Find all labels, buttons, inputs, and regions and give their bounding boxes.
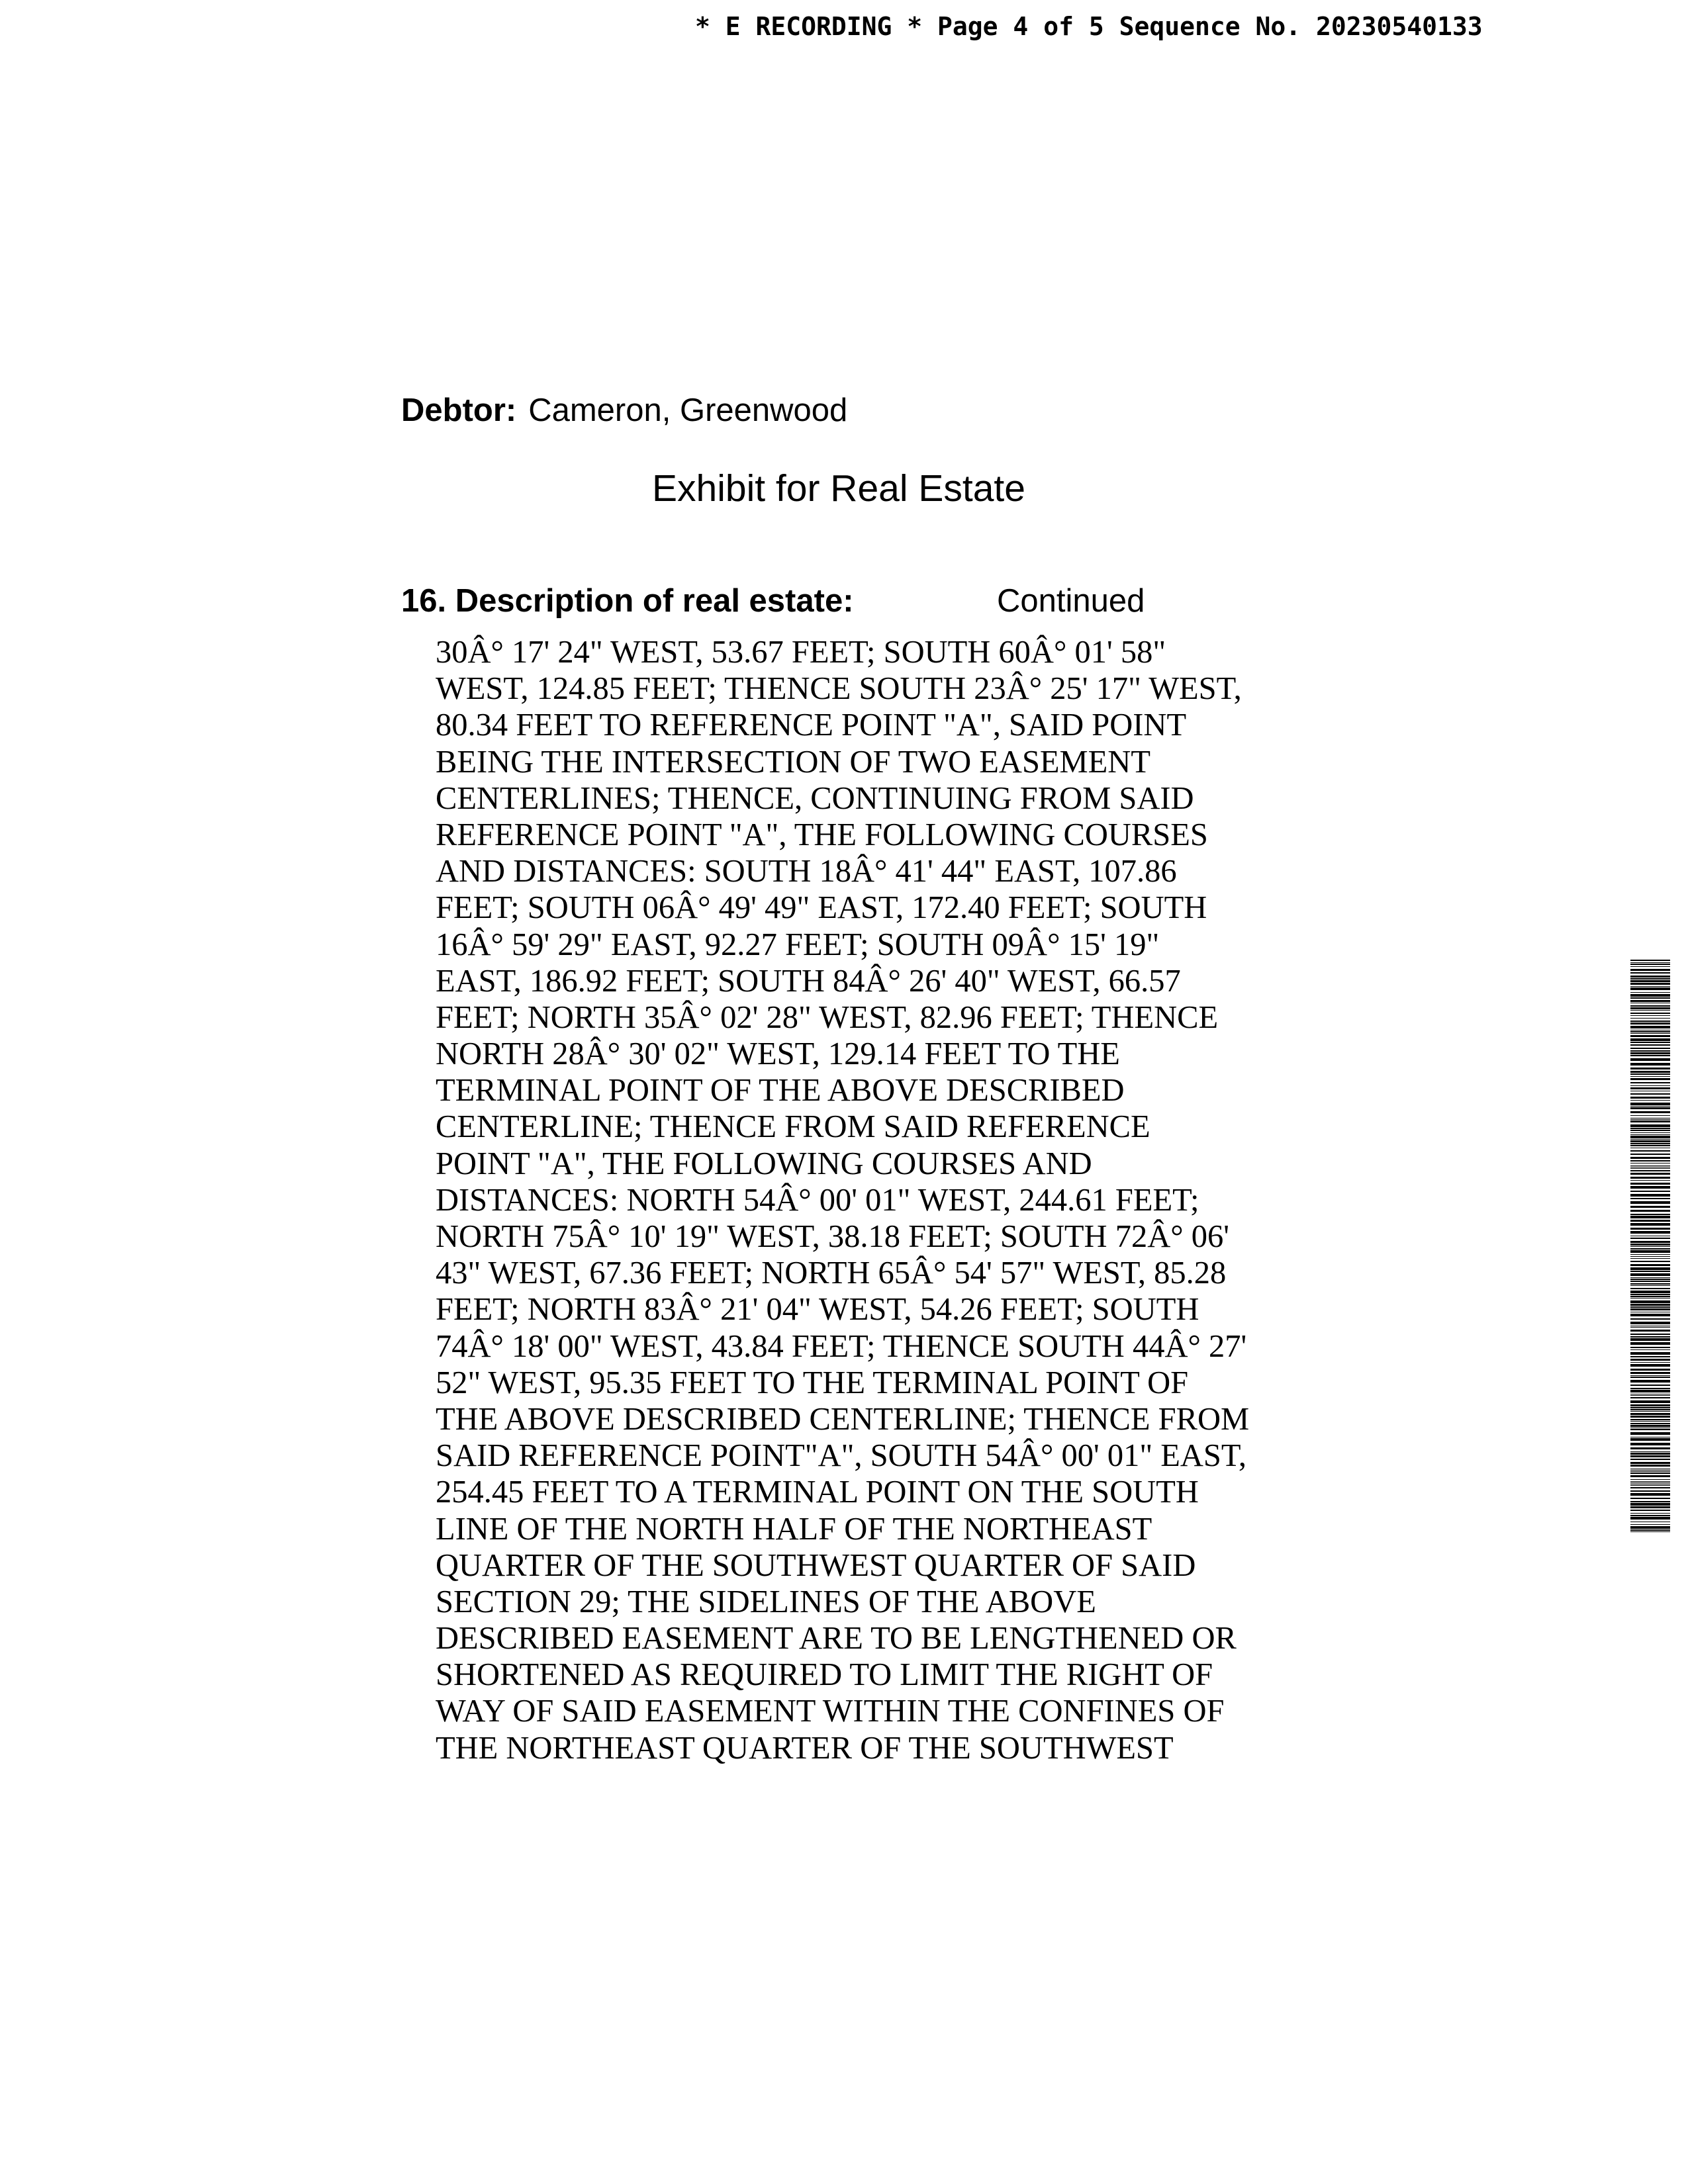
description-line: FEET; SOUTH 06Â° 49' 49" EAST, 172.40 FEET; SOUTH xyxy=(436,890,1207,926)
description-line: LINE OF THE NORTH HALF OF THE NORTHEAST xyxy=(436,1511,1152,1547)
description-line: DESCRIBED EASEMENT ARE TO BE LENGTHENED OR xyxy=(436,1621,1237,1657)
description-line: 254.45 FEET TO A TERMINAL POINT ON THE SOUTH xyxy=(436,1475,1199,1510)
description-line: 52" WEST, 95.35 FEET TO THE TERMINAL POINT OF xyxy=(436,1365,1189,1400)
exhibit-title: Exhibit for Real Estate xyxy=(652,467,1025,510)
description-line: SHORTENED AS REQUIRED TO LIMIT THE RIGHT OF xyxy=(436,1657,1213,1693)
description-line: NORTH 75Â° 10' 19" WEST, 38.18 FEET; SOUTH 72Â° 06' xyxy=(436,1219,1229,1254)
description-line: TERMINAL POINT OF THE ABOVE DESCRIBED xyxy=(436,1073,1125,1109)
debtor-label: Debtor: xyxy=(401,392,517,428)
description-line: BEING THE INTERSECTION OF TWO EASEMENT xyxy=(436,744,1150,780)
section-label: 16. Description of real estate: xyxy=(401,583,854,619)
description-line: FEET; NORTH 35Â° 02' 28" WEST, 82.96 FEET; THENCE xyxy=(436,999,1219,1035)
description-line: WEST, 124.85 FEET; THENCE SOUTH 23Â° 25' 17" WEST, xyxy=(436,671,1242,707)
section-status: Continued xyxy=(997,583,1145,619)
description-line: CENTERLINES; THENCE, CONTINUING FROM SAID xyxy=(436,780,1194,816)
description-line: THE NORTHEAST QUARTER OF THE SOUTHWEST xyxy=(436,1730,1174,1766)
section-heading xyxy=(401,582,1235,622)
recording-stamp: * E RECORDING * Page 4 of 5 Sequence No. 20230540133 xyxy=(695,12,1483,41)
description-line: NORTH 28Â° 30' 02" WEST, 129.14 FEET TO THE xyxy=(436,1036,1120,1072)
description-line: CENTERLINE; THENCE FROM SAID REFERENCE xyxy=(436,1109,1150,1145)
description-line: QUARTER OF THE SOUTHWEST QUARTER OF SAID xyxy=(436,1547,1196,1583)
description-line: REFERENCE POINT "A", THE FOLLOWING COURSES xyxy=(436,817,1208,852)
debtor-line xyxy=(401,392,847,429)
description-line: SECTION 29; THE SIDELINES OF THE ABOVE xyxy=(436,1584,1096,1619)
description-line: SAID REFERENCE POINT"A", SOUTH 54Â° 00' 01" EAST, xyxy=(436,1438,1247,1474)
description-line: THE ABOVE DESCRIBED CENTERLINE; THENCE FROM xyxy=(436,1401,1250,1437)
barcode-image xyxy=(1630,960,1670,1532)
description-line: 43" WEST, 67.36 FEET; NORTH 65Â° 54' 57" WEST, 85.28 xyxy=(436,1255,1227,1291)
description-line: WAY OF SAID EASEMENT WITHIN THE CONFINES OF xyxy=(436,1694,1225,1729)
description-line: EAST, 186.92 FEET; SOUTH 84Â° 26' 40" WEST, 66.57 xyxy=(436,963,1181,999)
description-line: FEET; NORTH 83Â° 21' 04" WEST, 54.26 FEET; SOUTH xyxy=(436,1292,1199,1328)
description-line: 16Â° 59' 29" EAST, 92.27 FEET; SOUTH 09Â° 15' 19" xyxy=(436,927,1160,962)
description-line: 80.34 FEET TO REFERENCE POINT "A", SAID POINT xyxy=(436,707,1187,743)
debtor-name: Cameron, Greenwood xyxy=(528,392,848,428)
description-line: 74Â° 18' 00" WEST, 43.84 FEET; THENCE SOUTH 44Â° 27' xyxy=(436,1328,1247,1364)
real-estate-description xyxy=(436,634,1296,1766)
description-line: AND DISTANCES: SOUTH 18Â° 41' 44" EAST, 107.86 xyxy=(436,854,1177,889)
description-line: 30Â° 17' 24" WEST, 53.67 FEET; SOUTH 60Â° 01' 58" xyxy=(436,635,1166,670)
description-line: POINT "A", THE FOLLOWING COURSES AND xyxy=(436,1146,1092,1181)
description-line: DISTANCES: NORTH 54Â° 00' 01" WEST, 244.61 FEET; xyxy=(436,1182,1199,1218)
